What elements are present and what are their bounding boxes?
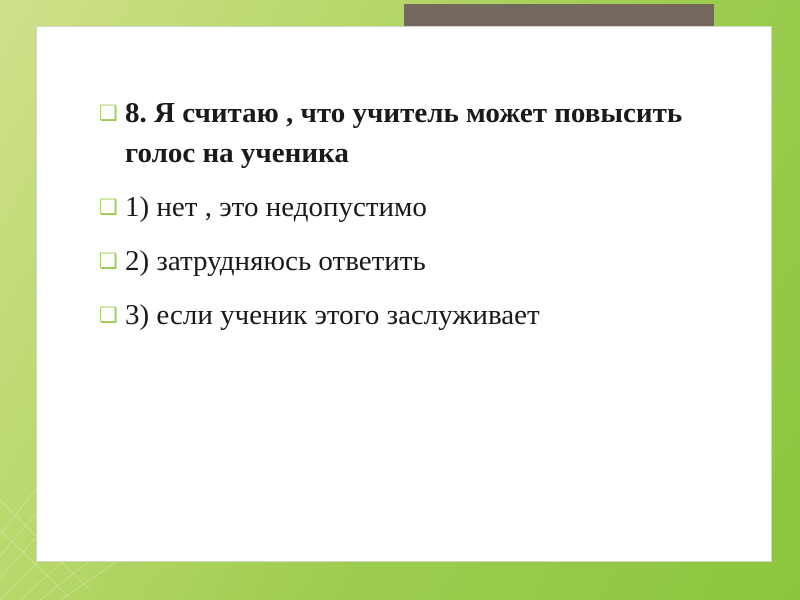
list-item (99, 187, 729, 227)
checkbox-bullet-icon: ❑ (99, 101, 118, 125)
list-item-text: 2) затрудняюсь ответить (125, 245, 426, 277)
list-item-text: 1) нет , это недопустимо (125, 191, 427, 223)
slide-bullet-list (99, 93, 729, 349)
checkbox-bullet-icon: ❑ (99, 303, 118, 327)
list-item (99, 93, 729, 173)
list-item (99, 295, 729, 335)
slide-content-panel (36, 26, 772, 562)
list-item-text: 8. Я считаю , что учитель может повысить голос на ученика (125, 97, 683, 169)
checkbox-bullet-icon: ❑ (99, 195, 118, 219)
list-item-text: 3) если ученик этого заслуживает (125, 299, 540, 331)
checkbox-bullet-icon: ❑ (99, 249, 118, 273)
list-item (99, 241, 729, 281)
